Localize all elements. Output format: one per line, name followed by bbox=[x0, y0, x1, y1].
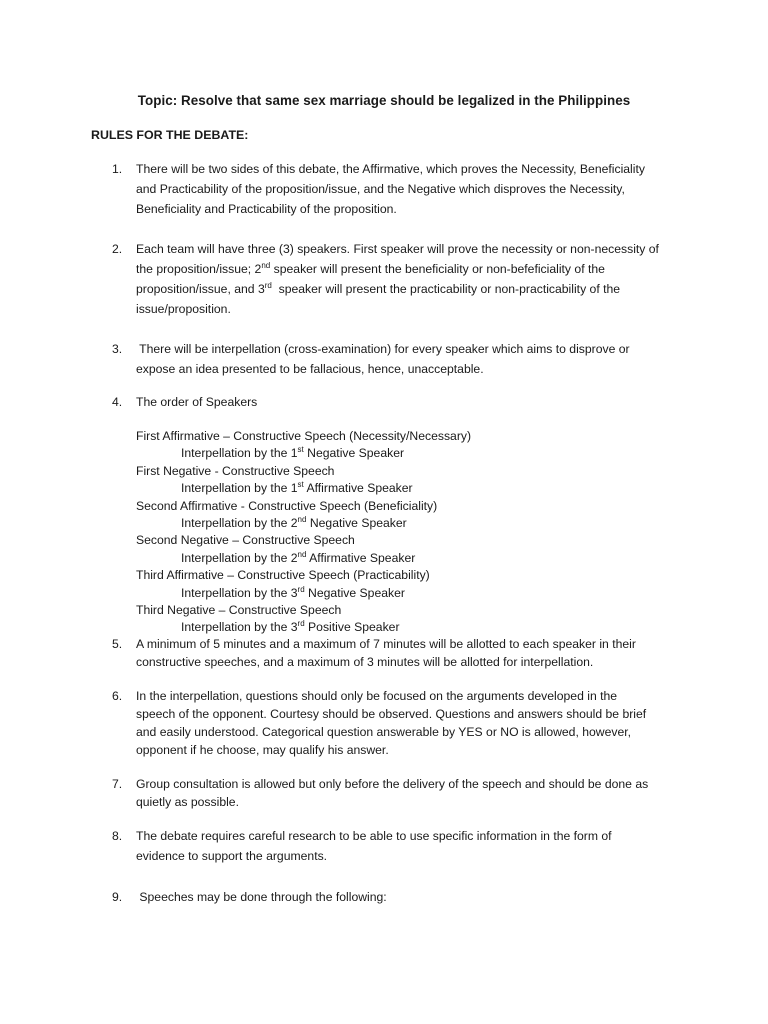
rule-item-1 bbox=[112, 159, 692, 219]
interpellation-entry: Interpellation by the 2nd Negative Speaker bbox=[181, 515, 407, 531]
rule-item-5 bbox=[112, 635, 692, 671]
rule-text-line: and Practicability of the proposition/issue, and the Negative which disproves the Necessity, bbox=[136, 182, 625, 196]
rule-text-line: constructive speeches, and a maximum of 3 minutes will be allotted for interpellation. bbox=[136, 655, 594, 669]
rules-heading: RULES FOR THE DEBATE: bbox=[91, 128, 249, 142]
speaker-entry: Third Negative – Constructive Speech bbox=[136, 603, 342, 618]
rule-item-3 bbox=[112, 339, 692, 379]
rule-text-line: Group consultation is allowed but only before the delivery of the speech and should be done as bbox=[136, 777, 649, 791]
rule-item-6 bbox=[112, 687, 692, 759]
rule-text-line: and easily understood. Categorical question answerable by YES or NO is allowed, however, bbox=[136, 725, 632, 739]
interpellation-entry: Interpellation by the 2nd Affirmative Speaker bbox=[181, 549, 416, 565]
rule-text-line: A minimum of 5 minutes and a maximum of 7 minutes will be allotted to each speaker in their bbox=[136, 637, 636, 651]
rule-number: 1. bbox=[112, 162, 123, 176]
speaker-entry: First Affirmative – Constructive Speech (Necessity/Necessary) bbox=[136, 429, 472, 443]
rule-text-line: In the interpellation, questions should only be focused on the arguments developed in the bbox=[136, 689, 618, 703]
rule-text-line: There will be interpellation (cross-examination) for every speaker which aims to disprove or bbox=[136, 342, 630, 356]
rule-text-line: quietly as possible. bbox=[136, 795, 239, 809]
page-title: Topic: Resolve that same sex marriage should be legalized in the Philippines bbox=[137, 93, 631, 108]
rule-item-2 bbox=[112, 239, 692, 319]
rule-text-line: proposition/issue, and 3rd speaker will present the practicability or non-practicability of the bbox=[136, 281, 621, 296]
rule-text-line: The order of Speakers bbox=[136, 395, 258, 409]
rule-number: 3. bbox=[112, 342, 123, 356]
rule-text-line: Each team will have three (3) speakers. First speaker will prove the necessity or non-necessity of bbox=[136, 242, 659, 256]
speaker-entry: First Negative - Constructive Speech bbox=[136, 463, 335, 478]
rule-text-line: the proposition/issue; 2nd speaker will present the beneficiality or non-befeficiality of the bbox=[136, 261, 605, 276]
rule-text-line: Beneficiality and Practicability of the proposition. bbox=[136, 202, 397, 216]
rule-text-line: The debate requires careful research to be able to use specific information in the form of bbox=[136, 829, 612, 843]
rule-number: 9. bbox=[112, 890, 123, 904]
interpellation-entry: Interpellation by the 3rd Negative Speaker bbox=[181, 584, 405, 600]
speaker-order-list bbox=[136, 428, 471, 637]
rule-text-line: There will be two sides of this debate, the Affirmative, which proves the Necessity, Beneficiality bbox=[136, 162, 645, 176]
speaker-entry: Second Negative – Constructive Speech bbox=[136, 533, 355, 548]
rule-number: 6. bbox=[112, 689, 123, 703]
rule-item-7 bbox=[112, 775, 692, 811]
rule-item-9 bbox=[112, 887, 692, 907]
rule-number: 7. bbox=[112, 777, 123, 791]
rule-text-line: expose an idea presented to be fallacious, hence, unacceptable. bbox=[136, 362, 484, 376]
speaker-entry: Third Affirmative – Constructive Speech (Practicability) bbox=[136, 568, 430, 583]
interpellation-entry: Interpellation by the 1st Affirmative Speaker bbox=[181, 480, 413, 496]
speaker-entry: Second Affirmative - Constructive Speech (Beneficiality) bbox=[136, 498, 438, 513]
rule-text-line: Speeches may be done through the following: bbox=[136, 890, 387, 904]
rule-number: 8. bbox=[112, 829, 123, 843]
interpellation-entry: Interpellation by the 3rd Positive Speaker bbox=[181, 619, 400, 635]
rule-number: 4. bbox=[112, 395, 123, 409]
rule-number: 2. bbox=[112, 242, 123, 256]
interpellation-entry: Interpellation by the 1st Negative Speaker bbox=[181, 445, 405, 461]
rule-text-line: speech of the opponent. Courtesy should be observed. Questions and answers should be brief bbox=[136, 707, 647, 721]
rule-item-8 bbox=[112, 826, 692, 866]
rule-text-line: evidence to support the arguments. bbox=[136, 849, 328, 863]
rule-text-line: issue/proposition. bbox=[136, 302, 231, 316]
rule-item-4 bbox=[112, 392, 692, 412]
rule-text-line: opponent if he choose, may qualify his answer. bbox=[136, 743, 389, 757]
rule-number: 5. bbox=[112, 637, 123, 651]
